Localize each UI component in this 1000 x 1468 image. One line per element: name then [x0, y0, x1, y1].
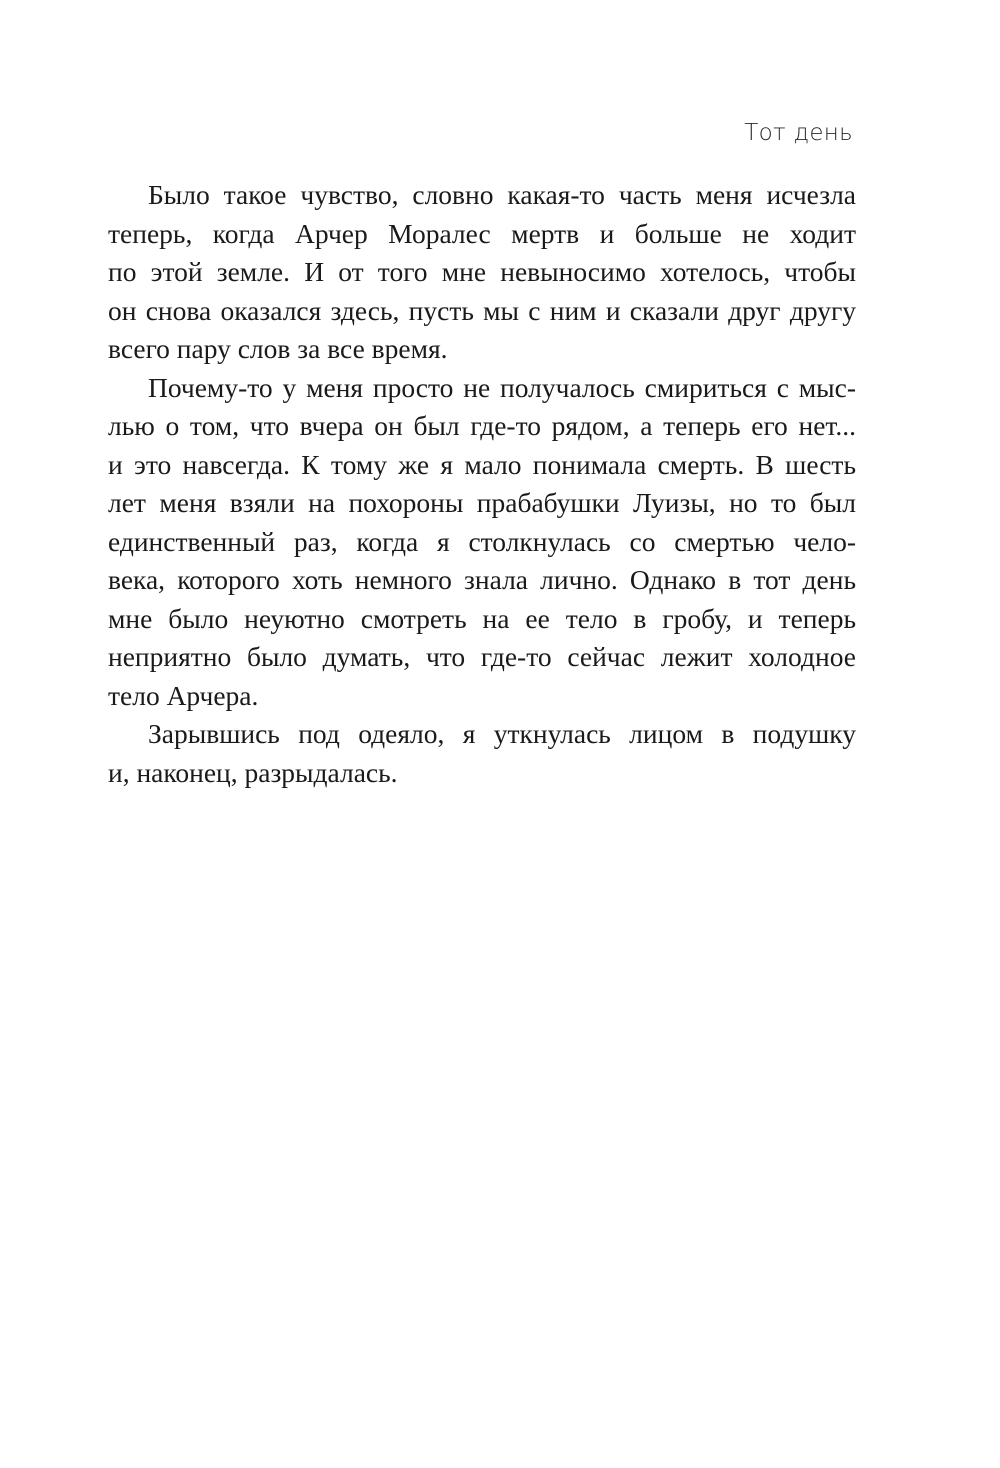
- text-line: и это навсегда. К тому же я мало понимала смерть. В шесть: [108, 448, 856, 480]
- paragraph-3: [108, 715, 856, 792]
- text-line: мне было неуютно смотреть на ее тело в гробу, и теперь: [108, 602, 856, 634]
- text-line: Зарывшись под одеяло, я уткнулась лицом в подушку: [148, 718, 856, 749]
- text-line: лет меня взяли на похороны прабабушки Луизы, но то был: [108, 487, 856, 518]
- text-line: тело Арчера.: [108, 679, 259, 711]
- text-line: теперь, когда Арчер Моралес мертв и больше не ходит: [108, 217, 856, 249]
- body-text: [108, 176, 856, 792]
- paragraph-1: [108, 176, 856, 369]
- text-line: по этой земле. И от того мне невыносимо хотелось, чтобы: [108, 256, 856, 287]
- text-line: Было такое чувство, словно какая-то часть меня исчезла: [148, 179, 856, 210]
- text-line: лью о том, что вчера он был где-то рядом, а теперь его нет...: [108, 410, 856, 441]
- text-line: века, которого хоть немного знала лично. Однако в тот день: [108, 564, 856, 595]
- running-header-title: Тот день: [744, 120, 853, 146]
- text-line: и, наконец, разрыдалась.: [108, 756, 398, 788]
- text-line: всего пару слов за все время.: [108, 333, 448, 364]
- paragraph-2: [108, 369, 856, 716]
- text-line: он снова оказался здесь, пусть мы с ним и сказали друг другу: [108, 294, 856, 326]
- text-line: Почему-то у меня просто не получалось смириться с мыс-: [148, 371, 856, 403]
- text-line: неприятно было думать, что где-то сейчас лежит холодное: [108, 641, 856, 672]
- text-line: единственный раз, когда я столкнулась со смертью чело-: [108, 525, 856, 557]
